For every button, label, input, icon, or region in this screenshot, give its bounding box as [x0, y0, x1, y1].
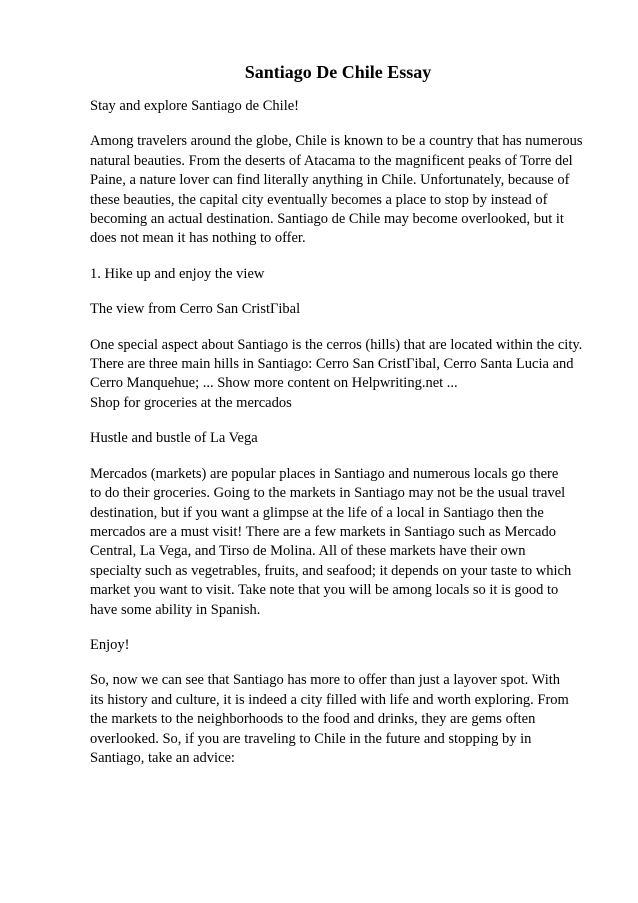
section-heading-groceries: Shop for groceries at the mercados: [90, 394, 292, 411]
intro-line: Stay and explore Santiago de Chile!: [90, 98, 299, 114]
subheading-view: The view from Cerro San CristГibal: [90, 301, 301, 318]
hills-paragraph: One special aspect about Santiago is the cerros (hills) that are located within the city. There are three main hills in Santiago: Cerro San CristГibal, Cerro Santa Lucia and Cerro Manquehue; ... Show more content on Helpwriting.net ...: [90, 336, 583, 392]
document-title: Santiago De Chile Essay: [244, 62, 432, 82]
markets-paragraph: Mercados (markets) are popular places in Santiago and numerous locals go there to do their groceries. Going to the markets in Santiago may not be the usual travel destination, but if you want a glimpse at the life of a local in Santiago then the mercados are a must visit! There are a few markets in Santiago such as Mercado Central, La Vega, and Tirso de Molina. All of these markets have their own specialty such as vegetrables, fruits, and seafood; it depends on your taste to which market you want to visit. Take note that you will be among locals so it is good to have some ability in Spanish.: [90, 465, 572, 618]
enjoy-line: Enjoy!: [90, 636, 130, 653]
subheading-la-vega: Hustle and bustle of La Vega: [90, 430, 258, 447]
closing-paragraph: So, now we can see that Santiago has more to offer than just a layover spot. With its history and culture, it is indeed a city filled with life and worth exploring. From the markets to the neighborhoods to the food and drinks, they are gems often overlooked. So, if you are traveling to Chile in the future and stopping by in Santiago, take an advice:: [90, 672, 569, 766]
section-heading-hike: 1. Hike up and enjoy the view: [90, 265, 265, 282]
intro-paragraph: Among travelers around the globe, Chile is known to be a country that has numerous natural beauties. From the deserts of Atacama to the magnificent peaks of Torre del Paine, a nature lover can find literally anything in Chile. Unfortunately, because of these beauties, the capital city eventually becomes a place to stop by instead of becoming an actual destination. Santiago de Chile may become overlooked, but it does not mean it has nothing to offer.: [90, 133, 583, 247]
